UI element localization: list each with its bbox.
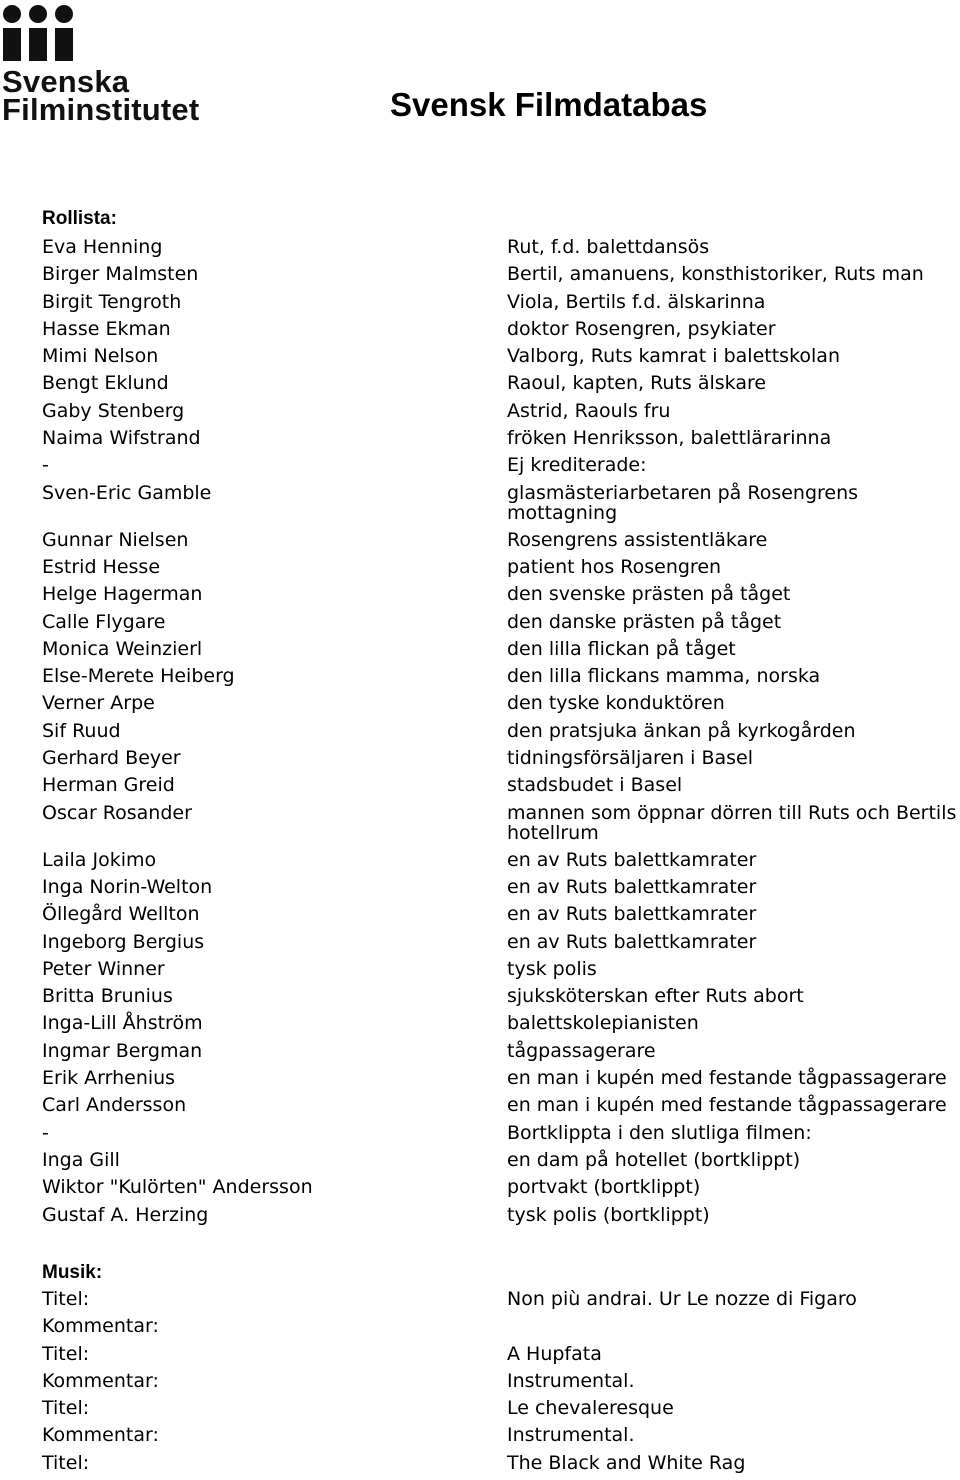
music-field-value: Le chevaleresque — [507, 1397, 674, 1420]
actor-name: Inga Norin-Welton — [42, 875, 213, 898]
role-name: den lilla flickan på tåget — [507, 637, 736, 660]
music-row — [0, 1316, 960, 1343]
music-row — [0, 1289, 960, 1316]
actor-name: Estrid Hesse — [42, 555, 161, 578]
cast-heading: Rollista: — [42, 208, 117, 229]
actor-name: Gustaf A. Herzing — [42, 1203, 209, 1226]
cast-row — [0, 959, 960, 986]
actor-name: - — [42, 1121, 49, 1144]
page-title: Svensk Filmdatabas — [390, 86, 708, 123]
music-row — [0, 1344, 960, 1371]
cast-row — [0, 904, 960, 931]
role-name: Ej krediterade: — [507, 454, 647, 477]
role-name: en man i kupén med festande tågpassagerare — [507, 1067, 947, 1090]
cast-row — [0, 319, 960, 346]
role-name: tågpassagerare — [507, 1039, 656, 1062]
cast-row — [0, 483, 960, 530]
actor-name: Sif Ruud — [42, 719, 121, 742]
role-name: en av Ruts balettkamrater — [507, 903, 757, 926]
cast-row — [0, 1013, 960, 1040]
cast-row — [0, 1041, 960, 1068]
music-field-value: Instrumental. — [507, 1424, 635, 1447]
cast-row — [0, 639, 960, 666]
actor-name: Inga Gill — [42, 1148, 120, 1171]
cast-list — [0, 237, 960, 1232]
music-field-label: Kommentar: — [42, 1315, 159, 1338]
actor-name: Birgit Tengroth — [42, 290, 182, 313]
role-name: balettskolepianisten — [507, 1012, 699, 1035]
cast-row — [0, 401, 960, 428]
music-field-value: The Black and White Rag — [507, 1451, 746, 1474]
role-name: tysk polis (bortklippt) — [507, 1203, 710, 1226]
actor-name: Peter Winner — [42, 957, 165, 980]
role-name: Viola, Bertils f.d. älskarinna — [507, 290, 766, 313]
actor-name: Gaby Stenberg — [42, 399, 185, 422]
cast-row — [0, 666, 960, 693]
role-name: den lilla flickans mamma, norska — [507, 665, 821, 688]
role-name: Astrid, Raouls fru — [507, 399, 671, 422]
role-name: den danske prästen på tåget — [507, 610, 782, 633]
actor-name: Bengt Eklund — [42, 372, 169, 395]
role-name: tidningsförsäljaren i Basel — [507, 747, 754, 770]
actor-name: Birger Malmsten — [42, 263, 199, 286]
actor-name: Oscar Rosander — [42, 801, 192, 824]
music-row — [0, 1398, 960, 1425]
cast-row — [0, 775, 960, 802]
actor-name: Hasse Ekman — [42, 317, 171, 340]
actor-name: Eva Henning — [42, 236, 163, 258]
actor-name: Monica Weinzierl — [42, 637, 203, 660]
music-row — [0, 1425, 960, 1452]
music-heading: Musik: — [42, 1262, 103, 1283]
actor-name: - — [42, 454, 49, 477]
role-name: tysk polis — [507, 957, 597, 980]
actor-name: Herman Greid — [42, 774, 175, 797]
cast-row — [0, 584, 960, 611]
actor-name: Öllegård Wellton — [42, 903, 200, 926]
cast-row — [0, 1123, 960, 1150]
cast-row — [0, 1095, 960, 1122]
actor-name: Ingmar Bergman — [42, 1039, 203, 1062]
actor-name: Britta Brunius — [42, 985, 173, 1008]
cast-row — [0, 932, 960, 959]
actor-name: Naima Wifstrand — [42, 427, 201, 450]
actor-name: Verner Arpe — [42, 692, 155, 715]
cast-row — [0, 612, 960, 639]
actor-name: Gunnar Nielsen — [42, 528, 189, 551]
role-name: en av Ruts balettkamrater — [507, 875, 757, 898]
cast-row — [0, 850, 960, 877]
cast-row — [0, 530, 960, 557]
role-name: Bortklippta i den slutliga filmen: — [507, 1121, 812, 1144]
role-name: den pratsjuka änkan på kyrkogården — [507, 719, 856, 742]
role-name: en av Ruts balettkamrater — [507, 930, 757, 953]
music-row — [0, 1453, 960, 1480]
role-name: sjuksköterskan efter Ruts abort — [507, 985, 804, 1008]
actor-name: Sven-Eric Gamble — [42, 481, 212, 504]
svenska-filminstitutet-logo — [2, 4, 202, 128]
music-field-label: Kommentar: — [42, 1369, 159, 1392]
role-name: mannen som öppnar dörren till Ruts och Bertils hotellrum — [507, 801, 957, 844]
actor-name: Mimi Nelson — [42, 345, 159, 368]
cast-row — [0, 455, 960, 482]
role-name: en man i kupén med festande tågpassagerare — [507, 1094, 947, 1117]
cast-row — [0, 264, 960, 291]
logo-word-svenska: Svenska — [2, 64, 130, 99]
role-name: en av Ruts balettkamrater — [507, 848, 757, 871]
actor-name: Calle Flygare — [42, 610, 166, 633]
actor-name: Gerhard Beyer — [42, 747, 181, 770]
cast-row — [0, 986, 960, 1013]
role-name: doktor Rosengren, psykiater — [507, 317, 776, 340]
role-name: Valborg, Ruts kamrat i balettskolan — [507, 345, 840, 368]
cast-row — [0, 237, 960, 264]
actor-name: Inga-Lill Åhström — [42, 1012, 203, 1035]
cast-row — [0, 557, 960, 584]
actor-name: Erik Arrhenius — [42, 1067, 176, 1090]
music-row — [0, 1371, 960, 1398]
role-name: patient hos Rosengren — [507, 555, 722, 578]
cast-row — [0, 877, 960, 904]
actor-name: Wiktor "Kulörten" Andersson — [42, 1176, 313, 1199]
cast-row — [0, 1177, 960, 1204]
role-name: den svenske prästen på tåget — [507, 583, 791, 606]
cast-row — [0, 1150, 960, 1177]
cast-row — [0, 693, 960, 720]
role-name: stadsbudet i Basel — [507, 774, 683, 797]
role-name: glasmästeriarbetaren på Rosengrens mottagning — [507, 481, 859, 524]
logo-word-filminstitutet: Filminstitutet — [2, 92, 200, 127]
music-field-value: A Hupfata — [507, 1342, 602, 1365]
cast-row — [0, 373, 960, 400]
role-name: den tyske konduktören — [507, 692, 725, 715]
cast-row — [0, 1068, 960, 1095]
cast-row — [0, 292, 960, 319]
role-name: Rut, f.d. balettdansös — [507, 236, 710, 258]
cast-row — [0, 346, 960, 373]
actor-name: Else-Merete Heiberg — [42, 665, 235, 688]
music-field-label: Titel: — [42, 1288, 90, 1310]
role-name: portvakt (bortklippt) — [507, 1176, 701, 1199]
actor-name: Helge Hagerman — [42, 583, 203, 606]
music-field-label: Titel: — [42, 1397, 90, 1420]
music-field-label: Titel: — [42, 1451, 90, 1474]
cast-row — [0, 428, 960, 455]
cast-row — [0, 1205, 960, 1232]
role-name: Raoul, kapten, Ruts älskare — [507, 372, 767, 395]
music-field-label: Kommentar: — [42, 1424, 159, 1447]
music-field-value: Non più andrai. Ur Le nozze di Figaro — [507, 1288, 857, 1310]
role-name: Bertil, amanuens, konsthistoriker, Ruts man — [507, 263, 924, 286]
actor-name: Ingeborg Bergius — [42, 930, 205, 953]
music-field-value: Instrumental. — [507, 1369, 635, 1392]
role-name: Rosengrens assistentläkare — [507, 528, 768, 551]
music-list — [0, 1289, 960, 1480]
cast-row — [0, 803, 960, 850]
music-field-label: Titel: — [42, 1342, 90, 1365]
role-name: en dam på hotellet (bortklippt) — [507, 1148, 801, 1171]
logo-dots-icon — [2, 4, 78, 66]
cast-row — [0, 721, 960, 748]
role-name: fröken Henriksson, balettlärarinna — [507, 427, 832, 450]
cast-row — [0, 748, 960, 775]
actor-name: Carl Andersson — [42, 1094, 187, 1117]
actor-name: Laila Jokimo — [42, 848, 157, 871]
